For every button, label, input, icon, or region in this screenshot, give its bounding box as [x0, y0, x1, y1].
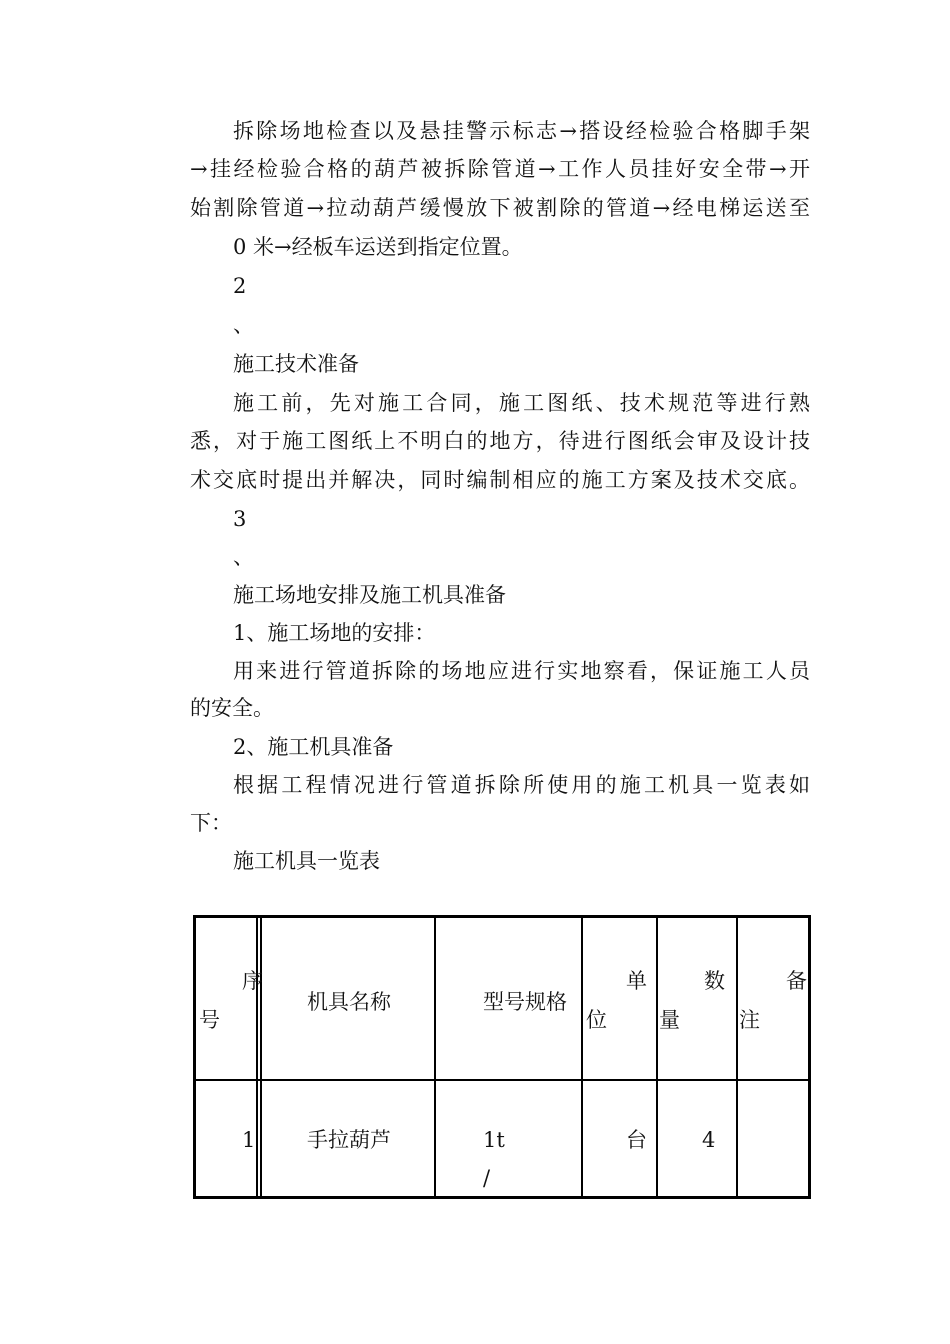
subheading: 1、施工场地的安排： [233, 621, 436, 645]
section-heading: 施工技术准备 [233, 352, 359, 376]
header-note: 注 [739, 1008, 760, 1032]
paragraph-line: 用来进行管道拆除的场地应进行实地察看，保证施工人员 [233, 659, 810, 683]
paragraph-line: →挂经检验合格的葫芦被拆除管道→工作人员挂好安全带→开 [190, 157, 810, 181]
paragraph-line: 术交底时提出并解决，同时编制相应的施工方案及技术交底。 [190, 468, 810, 492]
cell-model: 1t [483, 1128, 505, 1152]
header-unit: 单 [626, 969, 647, 993]
cell-model: / [483, 1166, 491, 1190]
header-unit: 位 [586, 1008, 607, 1032]
header-seq: 序 [242, 969, 263, 993]
table-divider [196, 1079, 808, 1081]
paragraph-line: 下： [190, 811, 232, 835]
table-divider [256, 918, 258, 1196]
header-qty: 量 [659, 1008, 680, 1032]
header-note: 备 [786, 969, 807, 993]
section-number: 2 [233, 274, 247, 298]
section-heading: 施工场地安排及施工机具准备 [233, 583, 506, 607]
paragraph-line: 悉，对于施工图纸上不明白的地方，待进行图纸会审及设计技 [190, 429, 810, 453]
section-separator: 、 [233, 545, 254, 569]
header-seq: 号 [199, 1008, 220, 1032]
table-title: 施工机具一览表 [233, 849, 380, 873]
section-number: 3 [233, 507, 247, 531]
header-model: 型号规格 [483, 990, 567, 1014]
table-divider [581, 918, 583, 1196]
subheading: 2、施工机具准备 [233, 735, 394, 759]
paragraph-line: 拆除场地检查以及悬挂警示标志→搭设经检验合格脚手架 [233, 119, 810, 143]
cell-qty: 4 [702, 1128, 716, 1152]
header-name: 机具名称 [307, 990, 391, 1014]
cell-name: 手拉葫芦 [307, 1128, 391, 1152]
header-qty: 数 [704, 969, 725, 993]
table-divider [434, 918, 436, 1196]
cell-seq: 1 [242, 1128, 256, 1152]
section-separator: 、 [233, 313, 254, 337]
paragraph-line: 始割除管道→拉动葫芦缓慢放下被割除的管道→经电梯运送至 [190, 196, 810, 220]
cell-unit: 台 [626, 1128, 647, 1152]
paragraph-line: 根据工程情况进行管道拆除所使用的施工机具一览表如 [233, 773, 810, 797]
equipment-table [193, 915, 811, 1199]
paragraph-line: 的安全。 [190, 696, 274, 720]
paragraph-line: 施工前，先对施工合同，施工图纸、技术规范等进行熟 [233, 391, 810, 415]
table-divider [656, 918, 658, 1196]
paragraph-line: 0 米→经板车运送到指定位置。 [233, 235, 523, 259]
table-divider [260, 918, 262, 1196]
table-divider [736, 918, 738, 1196]
